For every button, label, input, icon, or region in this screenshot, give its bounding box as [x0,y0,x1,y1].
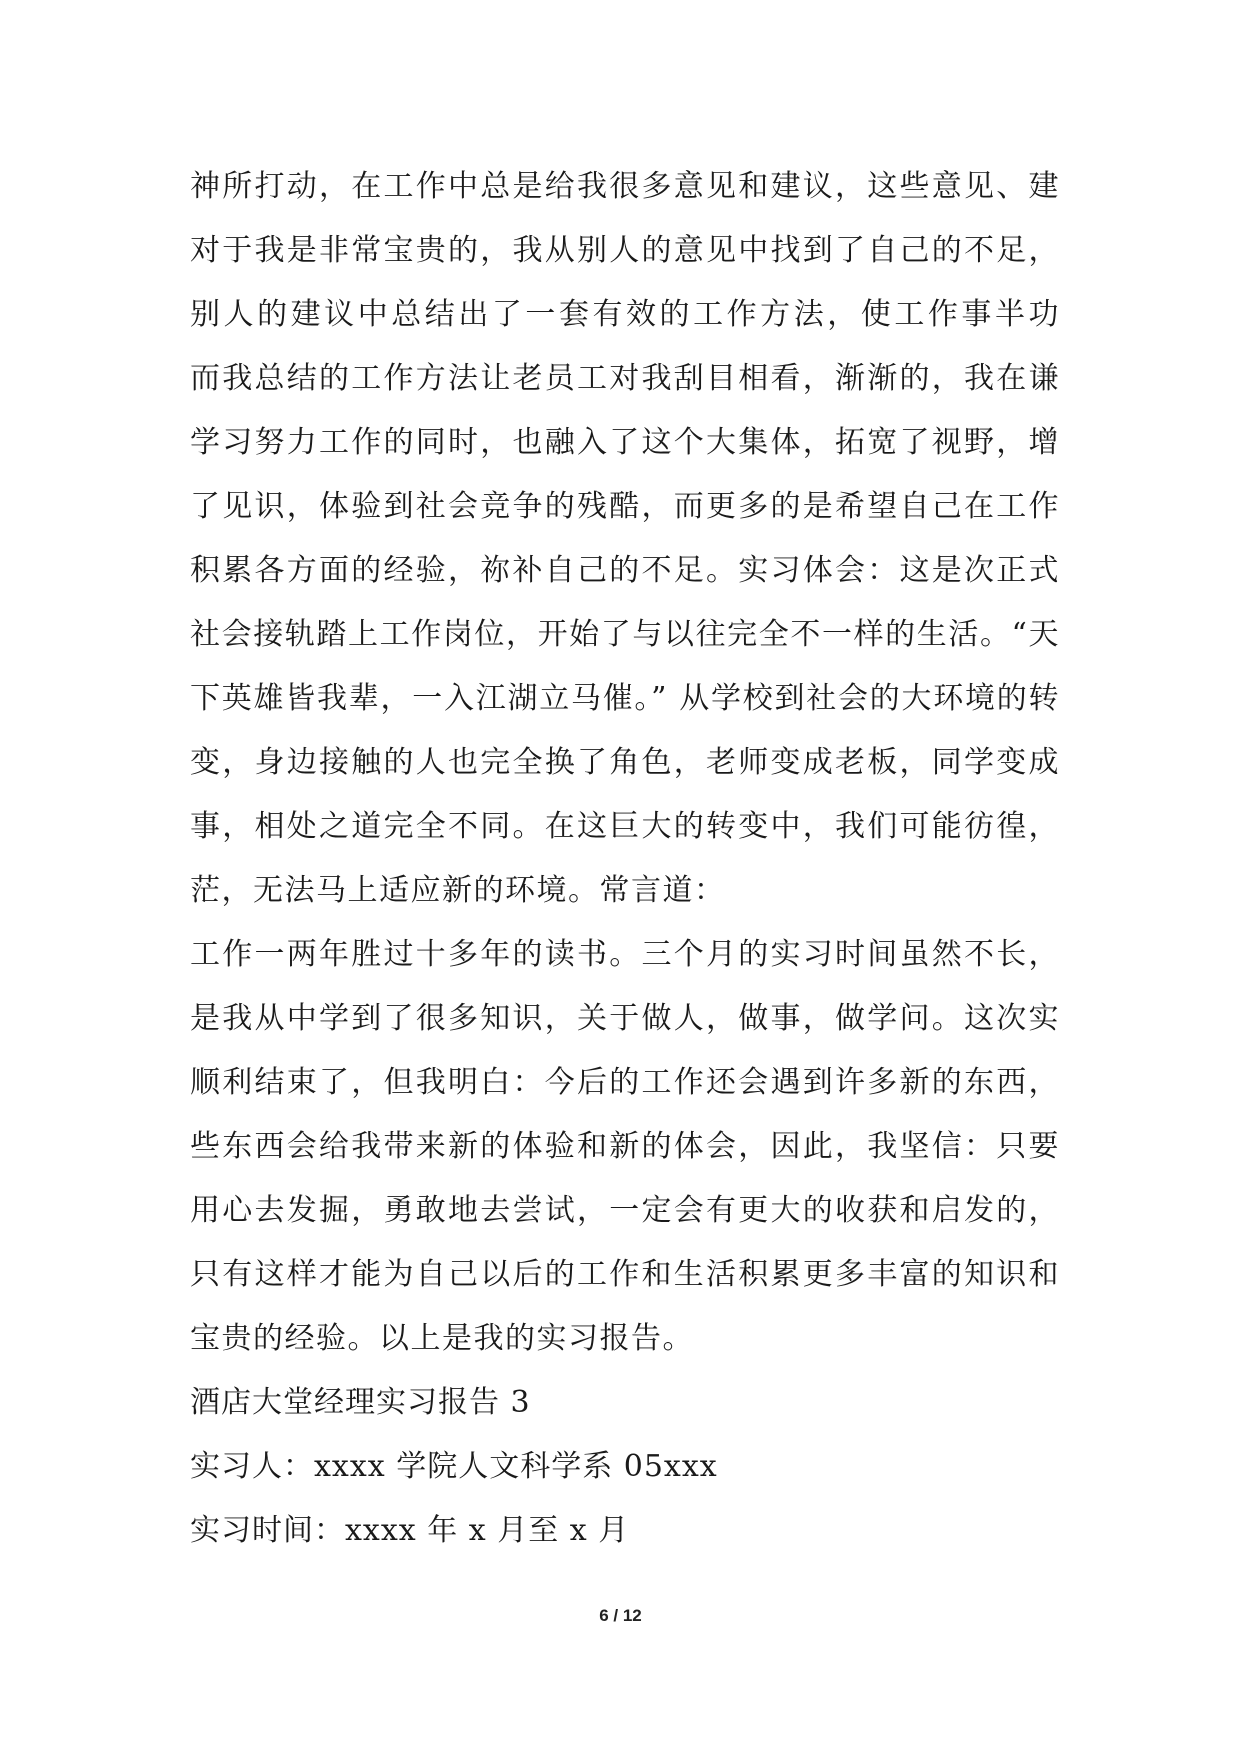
document-body [190,155,1060,1563]
section-title: 酒店大堂经理实习报告 3 [190,1385,531,1420]
paragraph-line: 事，相处之道完全不同。在这巨大的转变中，我们可能彷徨， [190,809,1060,844]
paragraph-line: 是我从中学到了很多知识，关于做人，做事，做学问。这次实 [190,1001,1060,1036]
paragraph-line: 只有这样才能为自己以后的工作和生活积累更多丰富的知识和 [190,1257,1060,1292]
page-number: 6 / 12 [599,1606,642,1625]
paragraph-line: 神所打动，在工作中总是给我很多意见和建议，这些意见、建 [190,169,1060,204]
paragraph-line: 些东西会给我带来新的体验和新的体会，因此，我坚信：只要 [190,1129,1060,1164]
paragraph-line: 积累各方面的经验，祢补自己的不足。实习体会：这是次正式 [190,553,1060,588]
paragraph-line: 变，身边接触的人也完全换了角色，老师变成老板，同学变成 [190,745,1060,780]
paragraph-line: 了见识，体验到社会竞争的残酷，而更多的是希望自己在工作 [190,489,1060,524]
internship-period: 实习时间：xxxx 年 x 月至 x 月 [190,1513,630,1548]
intern-info: 实习人：xxxx 学院人文科学系 05xxx [190,1449,718,1484]
paragraph-line: 而我总结的工作方法让老员工对我刮目相看，渐渐的，我在谦 [190,361,1060,396]
paragraph-line: 工作一两年胜过十多年的读书。三个月的实习时间虽然不长， [190,937,1060,972]
paragraph-line: 对于我是非常宝贵的，我从别人的意见中找到了自己的不足， [190,233,1060,268]
paragraph-line: 顺利结束了，但我明白：今后的工作还会遇到许多新的东西， [190,1065,1060,1100]
paragraph-line: 别人的建议中总结出了一套有效的工作方法，使工作事半功 [190,297,1060,332]
paragraph-line: 用心去发掘，勇敢地去尝试，一定会有更大的收获和启发的， [190,1193,1060,1228]
paragraph-line: 茫，无法马上适应新的环境。常言道： [190,873,726,908]
paragraph-line: 下英雄皆我辈，一入江湖立马催。” 从学校到社会的大环境的转 [190,681,1060,716]
paragraph-line: 学习努力工作的同时，也融入了这个大集体，拓宽了视野，增 [190,425,1060,460]
paragraph-line: 宝贵的经验。以上是我的实习报告。 [190,1321,694,1356]
paragraph-line: 社会接轨踏上工作岗位，开始了与以往完全不一样的生活。“天 [190,617,1060,652]
